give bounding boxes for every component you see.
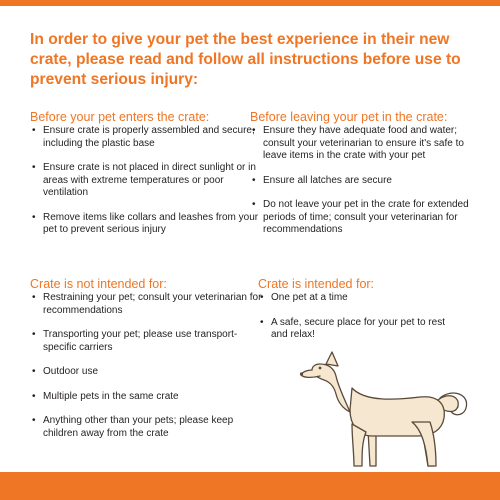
bottom-accent-band	[0, 472, 500, 500]
list-item: • A safe, secure place for your pet to rest and relax!	[258, 317, 463, 342]
section-before-pet-enters	[30, 110, 260, 249]
section-title: Before leaving your pet in the crate:	[250, 110, 448, 124]
section-intended-for	[258, 277, 463, 354]
list-item: • Ensure they have adequate food and water; consult your veterinarian to ensure it's safe to leave items in the crate with your pet	[250, 125, 475, 163]
top-accent-rule	[0, 0, 500, 6]
bullet-list	[30, 292, 270, 440]
list-item: • Remove items like collars and leashes from your pet to prevent serious injury	[30, 212, 260, 237]
bullet-list	[258, 292, 463, 342]
list-item: • Multiple pets in the same crate	[30, 391, 270, 404]
section-title: Crate is not intended for:	[30, 277, 167, 291]
section-before-leaving-pet	[250, 110, 475, 249]
list-item: • Ensure crate is not placed in direct sunlight or in areas with extreme temperatures or poor ventilation	[30, 162, 260, 200]
list-item: • Transporting your pet; please use transport-specific carriers	[30, 329, 270, 354]
bullet-list	[30, 125, 260, 237]
list-item: • Anything other than your pets; please keep children away from the crate	[30, 415, 270, 440]
list-item: • Ensure all latches are secure	[250, 175, 475, 188]
dog-illustration-icon	[290, 350, 480, 475]
list-item: • Outdoor use	[30, 366, 270, 379]
section-title: Before your pet enters the crate:	[30, 110, 210, 124]
section-title: Crate is intended for:	[258, 277, 375, 291]
list-item: • Ensure crate is properly assembled and secure, including the plastic base	[30, 125, 260, 150]
intro-heading: In order to give your pet the best experience in their new crate, please read and follow all instructions before use to prevent serious injury:	[30, 31, 461, 88]
list-item: • Restraining your pet; consult your veterinarian for recommendations	[30, 292, 270, 317]
list-item: • Do not leave your pet in the crate for extended periods of time; consult your veterinarian for recommendations	[250, 199, 475, 237]
bullet-list	[250, 125, 475, 237]
list-item: • One pet at a time	[258, 292, 463, 305]
section-not-intended-for	[30, 277, 270, 452]
